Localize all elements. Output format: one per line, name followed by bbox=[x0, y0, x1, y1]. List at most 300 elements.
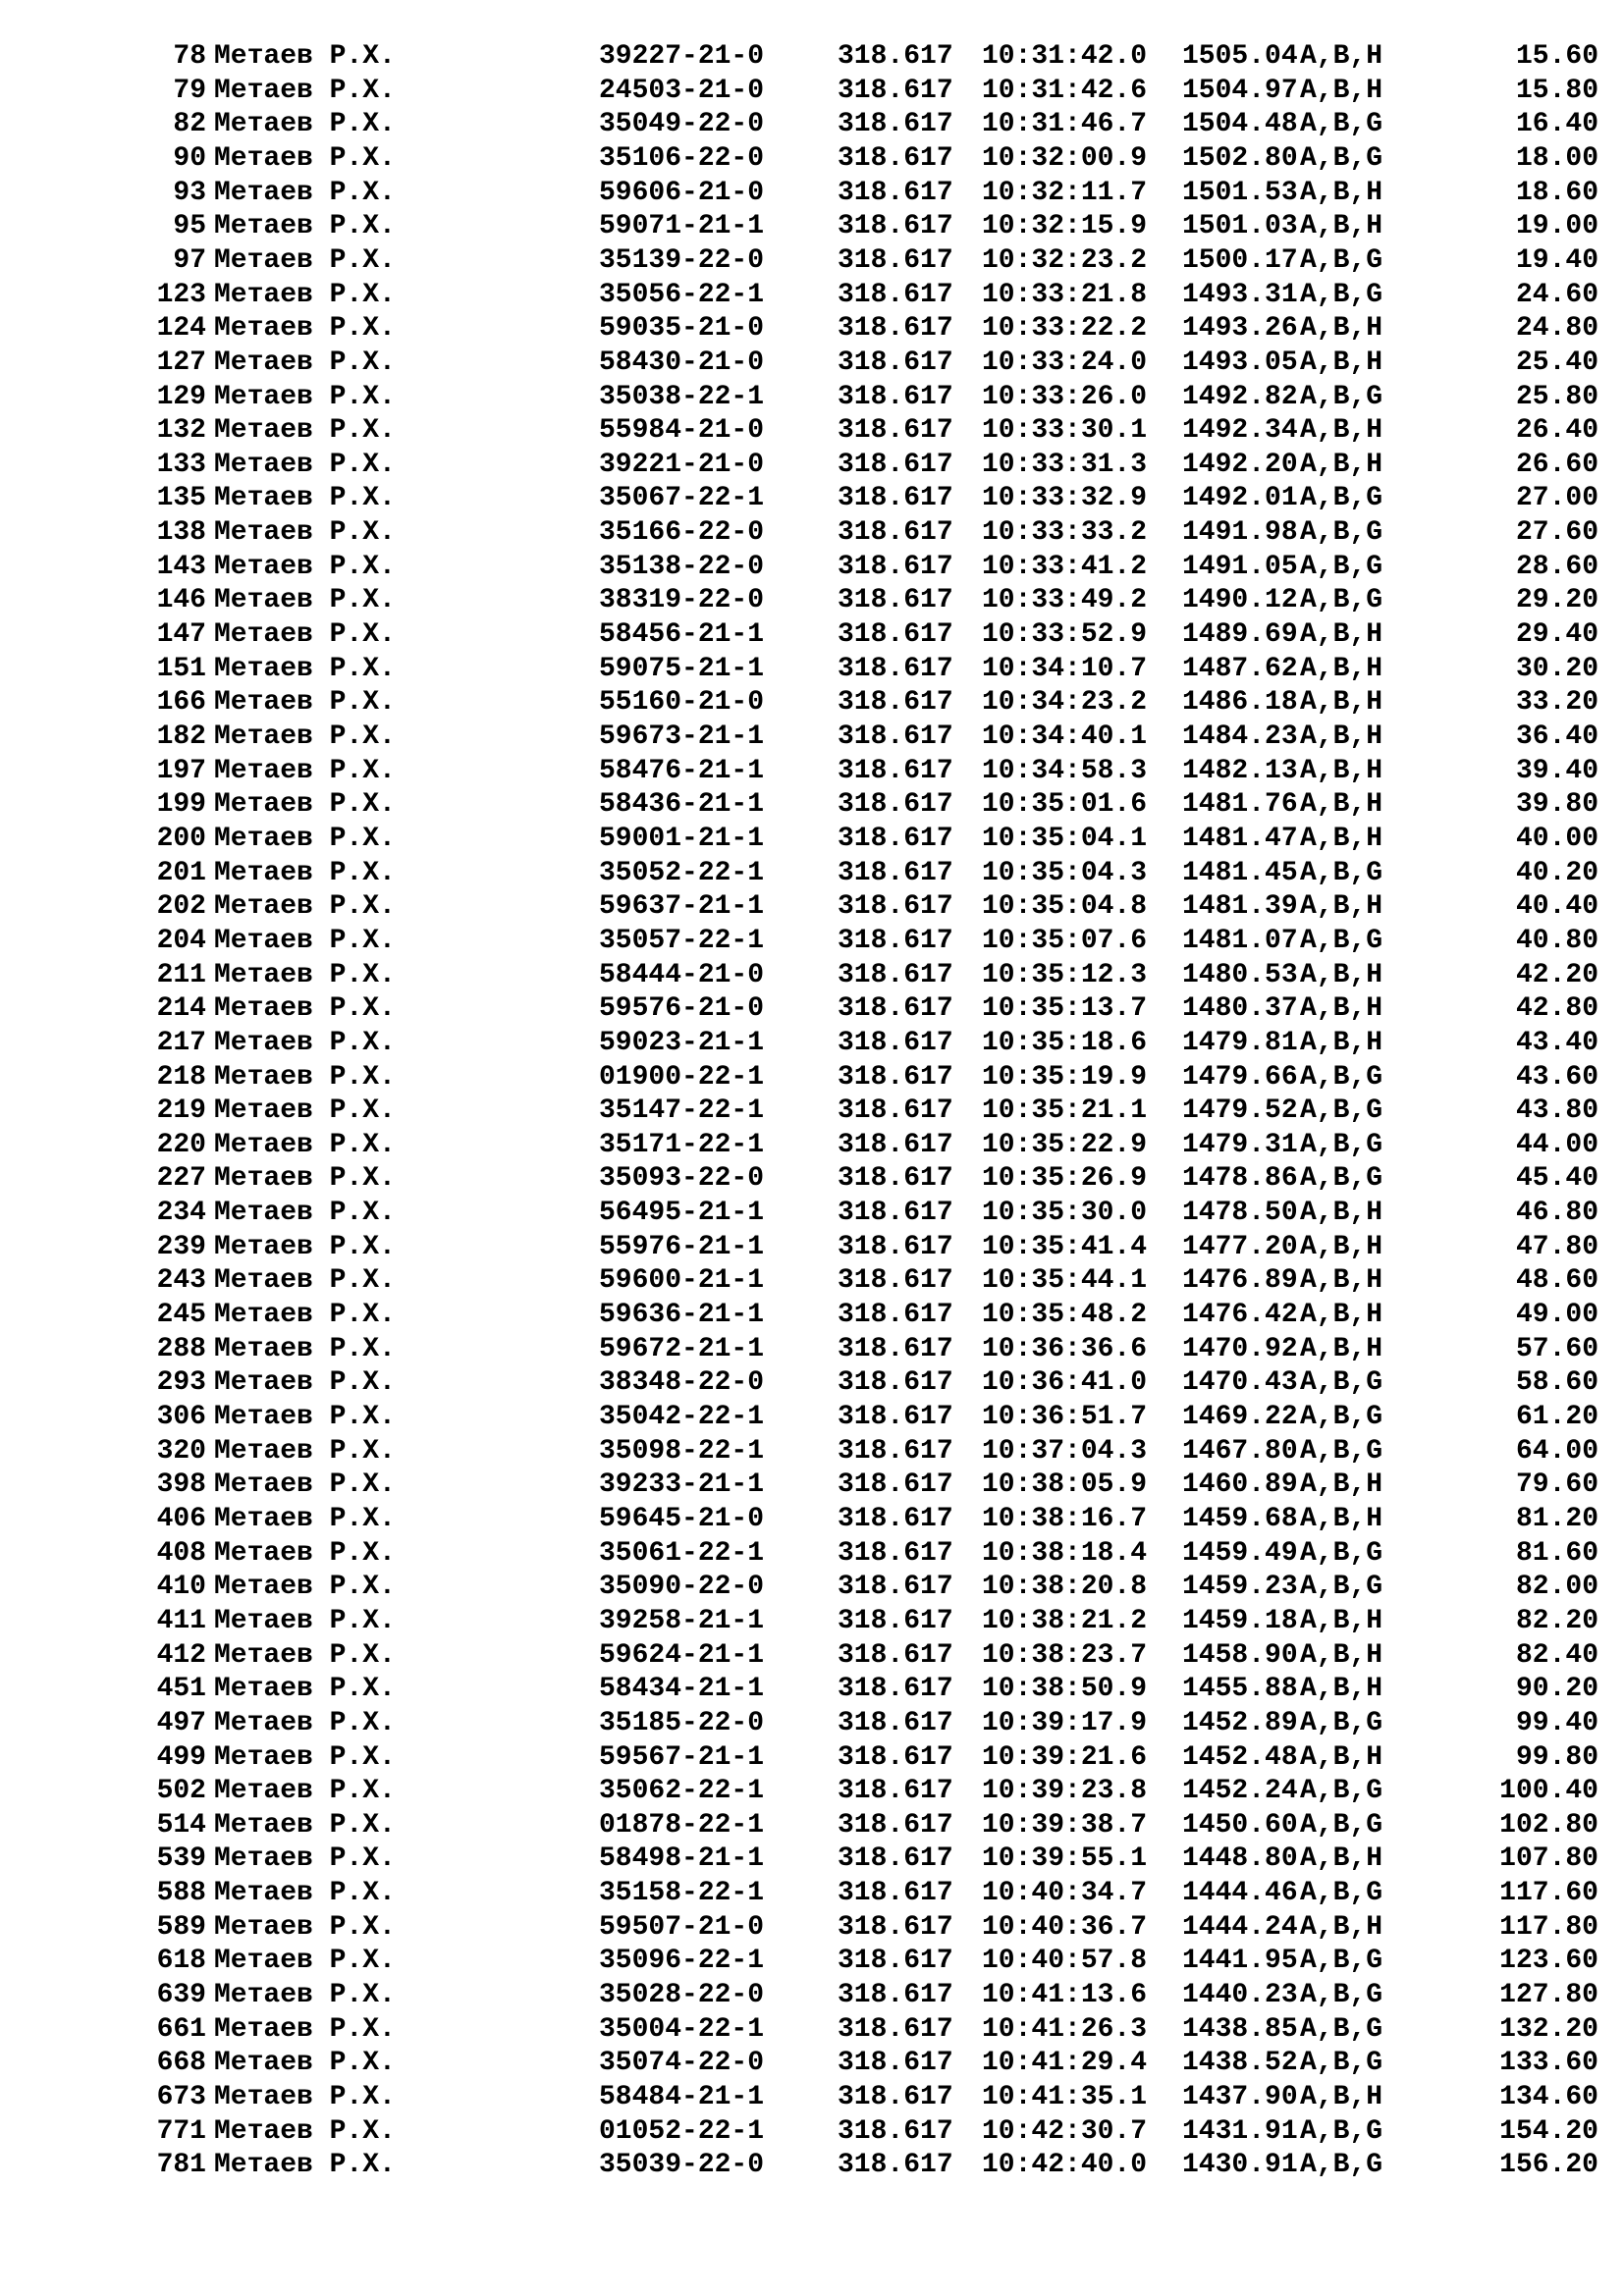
ring-number-cell: 35093-22-0 bbox=[599, 1163, 765, 1195]
distance-cell: 318.617 bbox=[838, 585, 953, 616]
table-row bbox=[0, 653, 1624, 687]
table-row bbox=[0, 2115, 1624, 2150]
speed-cell: 1440.23 bbox=[1182, 1980, 1298, 2011]
group-cell: A,B,G bbox=[1300, 1707, 1383, 1738]
ring-number-cell: 24503-21-0 bbox=[599, 75, 765, 106]
arrival-time-cell: 10:33:41.2 bbox=[982, 551, 1148, 582]
arrival-time-cell: 10:35:21.1 bbox=[982, 1095, 1148, 1127]
speed-cell: 1481.07 bbox=[1182, 925, 1298, 956]
distance-cell: 318.617 bbox=[838, 1878, 953, 1909]
group-cell: A,B,G bbox=[1300, 1129, 1383, 1160]
group-cell: A,B,H bbox=[1300, 449, 1383, 480]
place-cell: 217 bbox=[156, 1027, 206, 1058]
group-cell: A,B,H bbox=[1300, 891, 1383, 923]
place-cell: 95 bbox=[173, 211, 206, 242]
table-row bbox=[0, 1197, 1624, 1231]
speed-cell: 1492.82 bbox=[1182, 381, 1298, 412]
fancier-name-cell: Метаев Р.Х. bbox=[214, 1333, 396, 1364]
arrival-time-cell: 10:35:19.9 bbox=[982, 1061, 1148, 1093]
table-row bbox=[0, 2081, 1624, 2115]
arrival-time-cell: 10:37:04.3 bbox=[982, 1435, 1148, 1467]
place-cell: 668 bbox=[156, 2048, 206, 2079]
coefficient-cell: 15.80 bbox=[1515, 75, 1598, 106]
coefficient-cell: 40.00 bbox=[1515, 823, 1598, 854]
coefficient-cell: 33.20 bbox=[1515, 687, 1598, 719]
place-cell: 412 bbox=[156, 1639, 206, 1671]
ring-number-cell: 59637-21-1 bbox=[599, 891, 765, 923]
fancier-name-cell: Метаев Р.Х. bbox=[214, 142, 396, 174]
fancier-name-cell: Метаев Р.Х. bbox=[214, 1605, 396, 1636]
arrival-time-cell: 10:39:23.8 bbox=[982, 1776, 1148, 1807]
arrival-time-cell: 10:31:46.7 bbox=[982, 109, 1148, 140]
ring-number-cell: 39221-21-0 bbox=[599, 449, 765, 480]
coefficient-cell: 15.60 bbox=[1515, 41, 1598, 72]
coefficient-cell: 102.80 bbox=[1499, 1809, 1598, 1841]
group-cell: A,B,H bbox=[1300, 687, 1383, 719]
arrival-time-cell: 10:35:44.1 bbox=[982, 1265, 1148, 1297]
distance-cell: 318.617 bbox=[838, 1741, 953, 1773]
place-cell: 202 bbox=[156, 891, 206, 923]
coefficient-cell: 43.40 bbox=[1515, 1027, 1598, 1058]
place-cell: 320 bbox=[156, 1435, 206, 1467]
speed-cell: 1479.66 bbox=[1182, 1061, 1298, 1093]
table-row bbox=[0, 551, 1624, 585]
place-cell: 135 bbox=[156, 483, 206, 514]
fancier-name-cell: Метаев Р.Х. bbox=[214, 313, 396, 345]
table-row bbox=[0, 347, 1624, 381]
arrival-time-cell: 10:39:38.7 bbox=[982, 1809, 1148, 1841]
ring-number-cell: 35061-22-1 bbox=[599, 1537, 765, 1569]
table-row bbox=[0, 1673, 1624, 1707]
group-cell: A,B,H bbox=[1300, 993, 1383, 1025]
distance-cell: 318.617 bbox=[838, 1163, 953, 1195]
fancier-name-cell: Метаев Р.Х. bbox=[214, 177, 396, 208]
coefficient-cell: 46.80 bbox=[1515, 1198, 1598, 1229]
fancier-name-cell: Метаев Р.Х. bbox=[214, 75, 396, 106]
distance-cell: 318.617 bbox=[838, 244, 953, 276]
place-cell: 781 bbox=[156, 2150, 206, 2181]
distance-cell: 318.617 bbox=[838, 857, 953, 888]
speed-cell: 1459.18 bbox=[1182, 1605, 1298, 1636]
fancier-name-cell: Метаев Р.Х. bbox=[214, 1537, 396, 1569]
speed-cell: 1448.80 bbox=[1182, 1843, 1298, 1875]
speed-cell: 1479.31 bbox=[1182, 1129, 1298, 1160]
table-row bbox=[0, 721, 1624, 755]
ring-number-cell: 39233-21-1 bbox=[599, 1469, 765, 1501]
distance-cell: 318.617 bbox=[838, 211, 953, 242]
ring-number-cell: 58498-21-1 bbox=[599, 1843, 765, 1875]
table-row bbox=[0, 925, 1624, 959]
distance-cell: 318.617 bbox=[838, 517, 953, 549]
coefficient-cell: 39.40 bbox=[1515, 755, 1598, 786]
place-cell: 497 bbox=[156, 1707, 206, 1738]
coefficient-cell: 133.60 bbox=[1499, 2048, 1598, 2079]
distance-cell: 318.617 bbox=[838, 1911, 953, 1943]
group-cell: A,B,G bbox=[1300, 2013, 1383, 2045]
arrival-time-cell: 10:31:42.0 bbox=[982, 41, 1148, 72]
fancier-name-cell: Метаев Р.Х. bbox=[214, 755, 396, 786]
place-cell: 661 bbox=[156, 2013, 206, 2045]
ring-number-cell: 35028-22-0 bbox=[599, 1980, 765, 2011]
speed-cell: 1493.26 bbox=[1182, 313, 1298, 345]
fancier-name-cell: Метаев Р.Х. bbox=[214, 823, 396, 854]
place-cell: 618 bbox=[156, 1946, 206, 1977]
table-row bbox=[0, 1264, 1624, 1299]
ring-number-cell: 59071-21-1 bbox=[599, 211, 765, 242]
arrival-time-cell: 10:38:18.4 bbox=[982, 1537, 1148, 1569]
coefficient-cell: 117.60 bbox=[1499, 1878, 1598, 1909]
distance-cell: 318.617 bbox=[838, 279, 953, 310]
coefficient-cell: 99.80 bbox=[1515, 1741, 1598, 1773]
distance-cell: 318.617 bbox=[838, 1980, 953, 2011]
speed-cell: 1476.42 bbox=[1182, 1300, 1298, 1331]
ring-number-cell: 35056-22-1 bbox=[599, 279, 765, 310]
distance-cell: 318.617 bbox=[838, 313, 953, 345]
place-cell: 97 bbox=[173, 244, 206, 276]
ring-number-cell: 59567-21-1 bbox=[599, 1741, 765, 1773]
coefficient-cell: 156.20 bbox=[1499, 2150, 1598, 2181]
distance-cell: 318.617 bbox=[838, 1095, 953, 1127]
group-cell: A,B,H bbox=[1300, 41, 1383, 72]
speed-cell: 1492.01 bbox=[1182, 483, 1298, 514]
place-cell: 288 bbox=[156, 1333, 206, 1364]
table-row bbox=[0, 2013, 1624, 2048]
distance-cell: 318.617 bbox=[838, 1674, 953, 1705]
distance-cell: 318.617 bbox=[838, 789, 953, 821]
group-cell: A,B,G bbox=[1300, 857, 1383, 888]
ring-number-cell: 35042-22-1 bbox=[599, 1402, 765, 1432]
distance-cell: 318.617 bbox=[838, 1129, 953, 1160]
ring-number-cell: 58476-21-1 bbox=[599, 755, 765, 786]
fancier-name-cell: Метаев Р.Х. bbox=[214, 211, 396, 242]
table-row bbox=[0, 244, 1624, 279]
place-cell: 234 bbox=[156, 1198, 206, 1229]
fancier-name-cell: Метаев Р.Х. bbox=[214, 1674, 396, 1705]
ring-number-cell: 59673-21-1 bbox=[599, 721, 765, 752]
coefficient-cell: 26.60 bbox=[1515, 449, 1598, 480]
speed-cell: 1467.80 bbox=[1182, 1435, 1298, 1467]
speed-cell: 1455.88 bbox=[1182, 1674, 1298, 1705]
fancier-name-cell: Метаев Р.Х. bbox=[214, 2150, 396, 2181]
ring-number-cell: 55976-21-1 bbox=[599, 1231, 765, 1262]
group-cell: A,B,G bbox=[1300, 1946, 1383, 1977]
fancier-name-cell: Метаев Р.Х. bbox=[214, 993, 396, 1025]
table-row bbox=[0, 1333, 1624, 1367]
place-cell: 589 bbox=[156, 1911, 206, 1943]
group-cell: A,B,H bbox=[1300, 1639, 1383, 1671]
coefficient-cell: 99.40 bbox=[1515, 1707, 1598, 1738]
speed-cell: 1479.81 bbox=[1182, 1027, 1298, 1058]
place-cell: 182 bbox=[156, 721, 206, 752]
group-cell: A,B,H bbox=[1300, 347, 1383, 378]
place-cell: 451 bbox=[156, 1674, 206, 1705]
speed-cell: 1484.23 bbox=[1182, 721, 1298, 752]
ring-number-cell: 01900-22-1 bbox=[599, 1061, 765, 1093]
fancier-name-cell: Метаев Р.Х. bbox=[214, 449, 396, 480]
arrival-time-cell: 10:35:04.8 bbox=[982, 891, 1148, 923]
ring-number-cell: 35147-22-1 bbox=[599, 1095, 765, 1127]
place-cell: 411 bbox=[156, 1605, 206, 1636]
fancier-name-cell: Метаев Р.Х. bbox=[214, 1163, 396, 1195]
table-row bbox=[0, 1639, 1624, 1674]
arrival-time-cell: 10:35:04.3 bbox=[982, 857, 1148, 888]
speed-cell: 1504.48 bbox=[1182, 109, 1298, 140]
table-row bbox=[0, 1061, 1624, 1095]
table-row bbox=[0, 1945, 1624, 1979]
place-cell: 227 bbox=[156, 1163, 206, 1195]
table-row bbox=[0, 1537, 1624, 1572]
coefficient-cell: 16.40 bbox=[1515, 109, 1598, 140]
arrival-time-cell: 10:35:48.2 bbox=[982, 1300, 1148, 1331]
ring-number-cell: 35166-22-0 bbox=[599, 517, 765, 549]
coefficient-cell: 90.20 bbox=[1515, 1674, 1598, 1705]
group-cell: A,B,G bbox=[1300, 1980, 1383, 2011]
table-row bbox=[0, 618, 1624, 653]
table-row bbox=[0, 1741, 1624, 1776]
fancier-name-cell: Метаев Р.Х. bbox=[214, 1129, 396, 1160]
arrival-time-cell: 10:35:41.4 bbox=[982, 1231, 1148, 1262]
coefficient-cell: 64.00 bbox=[1515, 1435, 1598, 1467]
group-cell: A,B,G bbox=[1300, 1367, 1383, 1399]
group-cell: A,B,H bbox=[1300, 1503, 1383, 1534]
ring-number-cell: 59035-21-0 bbox=[599, 313, 765, 345]
table-row bbox=[0, 1809, 1624, 1843]
ring-number-cell: 58484-21-1 bbox=[599, 2082, 765, 2112]
ring-number-cell: 35039-22-0 bbox=[599, 2150, 765, 2181]
distance-cell: 318.617 bbox=[838, 142, 953, 174]
arrival-time-cell: 10:35:30.0 bbox=[982, 1198, 1148, 1229]
group-cell: A,B,H bbox=[1300, 1741, 1383, 1773]
place-cell: 147 bbox=[156, 619, 206, 651]
coefficient-cell: 19.00 bbox=[1515, 211, 1598, 242]
table-row bbox=[0, 1435, 1624, 1469]
arrival-time-cell: 10:36:36.6 bbox=[982, 1333, 1148, 1364]
coefficient-cell: 30.20 bbox=[1515, 653, 1598, 684]
fancier-name-cell: Метаев Р.Х. bbox=[214, 1946, 396, 1977]
place-cell: 138 bbox=[156, 517, 206, 549]
speed-cell: 1450.60 bbox=[1182, 1809, 1298, 1841]
arrival-time-cell: 10:33:22.2 bbox=[982, 313, 1148, 345]
arrival-time-cell: 10:39:55.1 bbox=[982, 1843, 1148, 1875]
place-cell: 197 bbox=[156, 755, 206, 786]
coefficient-cell: 154.20 bbox=[1499, 2115, 1598, 2147]
speed-cell: 1452.89 bbox=[1182, 1707, 1298, 1738]
arrival-time-cell: 10:41:26.3 bbox=[982, 2013, 1148, 2045]
coefficient-cell: 58.60 bbox=[1515, 1367, 1598, 1399]
table-row bbox=[0, 1571, 1624, 1605]
fancier-name-cell: Метаев Р.Х. bbox=[214, 1741, 396, 1773]
group-cell: A,B,G bbox=[1300, 1537, 1383, 1569]
distance-cell: 318.617 bbox=[838, 1435, 953, 1467]
group-cell: A,B,H bbox=[1300, 313, 1383, 345]
place-cell: 211 bbox=[156, 959, 206, 990]
speed-cell: 1489.69 bbox=[1182, 619, 1298, 651]
fancier-name-cell: Метаев Р.Х. bbox=[214, 1639, 396, 1671]
group-cell: A,B,G bbox=[1300, 483, 1383, 514]
coefficient-cell: 27.60 bbox=[1515, 517, 1598, 549]
place-cell: 214 bbox=[156, 993, 206, 1025]
group-cell: A,B,H bbox=[1300, 415, 1383, 447]
distance-cell: 318.617 bbox=[838, 2115, 953, 2147]
speed-cell: 1480.37 bbox=[1182, 993, 1298, 1025]
fancier-name-cell: Метаев Р.Х. bbox=[214, 925, 396, 956]
speed-cell: 1486.18 bbox=[1182, 687, 1298, 719]
table-row bbox=[0, 686, 1624, 721]
distance-cell: 318.617 bbox=[838, 959, 953, 990]
coefficient-cell: 40.40 bbox=[1515, 891, 1598, 923]
speed-cell: 1431.91 bbox=[1182, 2115, 1298, 2147]
speed-cell: 1441.95 bbox=[1182, 1946, 1298, 1977]
distance-cell: 318.617 bbox=[838, 1027, 953, 1058]
ring-number-cell: 59636-21-1 bbox=[599, 1300, 765, 1331]
arrival-time-cell: 10:34:40.1 bbox=[982, 721, 1148, 752]
coefficient-cell: 42.20 bbox=[1515, 959, 1598, 990]
distance-cell: 318.617 bbox=[838, 551, 953, 582]
distance-cell: 318.617 bbox=[838, 75, 953, 106]
coefficient-cell: 82.40 bbox=[1515, 1639, 1598, 1671]
ring-number-cell: 35185-22-0 bbox=[599, 1707, 765, 1738]
distance-cell: 318.617 bbox=[838, 653, 953, 684]
place-cell: 79 bbox=[173, 75, 206, 106]
speed-cell: 1469.22 bbox=[1182, 1402, 1298, 1432]
group-cell: A,B,G bbox=[1300, 2115, 1383, 2147]
ring-number-cell: 38348-22-0 bbox=[599, 1367, 765, 1399]
ring-number-cell: 35062-22-1 bbox=[599, 1776, 765, 1807]
place-cell: 245 bbox=[156, 1300, 206, 1331]
table-row bbox=[0, 414, 1624, 449]
fancier-name-cell: Метаев Р.Х. bbox=[214, 959, 396, 990]
ring-number-cell: 59507-21-0 bbox=[599, 1911, 765, 1943]
ring-number-cell: 58444-21-0 bbox=[599, 959, 765, 990]
table-row bbox=[0, 1027, 1624, 1061]
fancier-name-cell: Метаев Р.Х. bbox=[214, 551, 396, 582]
fancier-name-cell: Метаев Р.Х. bbox=[214, 2082, 396, 2112]
place-cell: 639 bbox=[156, 1980, 206, 2011]
group-cell: A,B,H bbox=[1300, 755, 1383, 786]
distance-cell: 318.617 bbox=[838, 483, 953, 514]
place-cell: 306 bbox=[156, 1402, 206, 1432]
speed-cell: 1481.47 bbox=[1182, 823, 1298, 854]
coefficient-cell: 44.00 bbox=[1515, 1129, 1598, 1160]
group-cell: A,B,G bbox=[1300, 381, 1383, 412]
ring-number-cell: 59624-21-1 bbox=[599, 1639, 765, 1671]
table-row bbox=[0, 1095, 1624, 1129]
coefficient-cell: 79.60 bbox=[1515, 1469, 1598, 1501]
arrival-time-cell: 10:40:34.7 bbox=[982, 1878, 1148, 1909]
place-cell: 243 bbox=[156, 1265, 206, 1297]
group-cell: A,B,G bbox=[1300, 1809, 1383, 1841]
fancier-name-cell: Метаев Р.Х. bbox=[214, 1402, 396, 1432]
ring-number-cell: 35098-22-1 bbox=[599, 1435, 765, 1467]
coefficient-cell: 19.40 bbox=[1515, 244, 1598, 276]
place-cell: 127 bbox=[156, 347, 206, 378]
fancier-name-cell: Метаев Р.Х. bbox=[214, 517, 396, 549]
speed-cell: 1478.50 bbox=[1182, 1198, 1298, 1229]
speed-cell: 1500.17 bbox=[1182, 244, 1298, 276]
table-row bbox=[0, 1299, 1624, 1333]
speed-cell: 1459.49 bbox=[1182, 1537, 1298, 1569]
coefficient-cell: 25.40 bbox=[1515, 347, 1598, 378]
arrival-time-cell: 10:33:21.8 bbox=[982, 279, 1148, 310]
ring-number-cell: 35049-22-0 bbox=[599, 109, 765, 140]
table-row bbox=[0, 1911, 1624, 1946]
arrival-time-cell: 10:33:24.0 bbox=[982, 347, 1148, 378]
distance-cell: 318.617 bbox=[838, 1402, 953, 1432]
place-cell: 398 bbox=[156, 1469, 206, 1501]
distance-cell: 318.617 bbox=[838, 1946, 953, 1977]
fancier-name-cell: Метаев Р.Х. bbox=[214, 1198, 396, 1229]
speed-cell: 1493.05 bbox=[1182, 347, 1298, 378]
table-row bbox=[0, 75, 1624, 109]
group-cell: A,B,H bbox=[1300, 1231, 1383, 1262]
table-row bbox=[0, 890, 1624, 925]
place-cell: 539 bbox=[156, 1843, 206, 1875]
place-cell: 502 bbox=[156, 1776, 206, 1807]
group-cell: A,B,H bbox=[1300, 823, 1383, 854]
speed-cell: 1493.31 bbox=[1182, 279, 1298, 310]
arrival-time-cell: 10:34:58.3 bbox=[982, 755, 1148, 786]
speed-cell: 1459.23 bbox=[1182, 1572, 1298, 1603]
arrival-time-cell: 10:35:12.3 bbox=[982, 959, 1148, 990]
speed-cell: 1460.89 bbox=[1182, 1469, 1298, 1501]
place-cell: 124 bbox=[156, 313, 206, 345]
arrival-time-cell: 10:40:57.8 bbox=[982, 1946, 1148, 1977]
fancier-name-cell: Метаев Р.Х. bbox=[214, 1911, 396, 1943]
table-row bbox=[0, 584, 1624, 618]
distance-cell: 318.617 bbox=[838, 109, 953, 140]
place-cell: 499 bbox=[156, 1741, 206, 1773]
group-cell: A,B,H bbox=[1300, 75, 1383, 106]
place-cell: 771 bbox=[156, 2115, 206, 2147]
fancier-name-cell: Метаев Р.Х. bbox=[214, 2048, 396, 2079]
distance-cell: 318.617 bbox=[838, 1572, 953, 1603]
table-row bbox=[0, 959, 1624, 993]
speed-cell: 1492.20 bbox=[1182, 449, 1298, 480]
table-row bbox=[0, 788, 1624, 823]
coefficient-cell: 39.80 bbox=[1515, 789, 1598, 821]
coefficient-cell: 24.80 bbox=[1515, 313, 1598, 345]
ring-number-cell: 35067-22-1 bbox=[599, 483, 765, 514]
table-row bbox=[0, 1129, 1624, 1163]
coefficient-cell: 43.60 bbox=[1515, 1061, 1598, 1093]
distance-cell: 318.617 bbox=[838, 41, 953, 72]
group-cell: A,B,G bbox=[1300, 1878, 1383, 1909]
speed-cell: 1501.53 bbox=[1182, 177, 1298, 208]
ring-number-cell: 35096-22-1 bbox=[599, 1946, 765, 1977]
distance-cell: 318.617 bbox=[838, 619, 953, 651]
speed-cell: 1444.46 bbox=[1182, 1878, 1298, 1909]
ring-number-cell: 58436-21-1 bbox=[599, 789, 765, 821]
coefficient-cell: 18.60 bbox=[1515, 177, 1598, 208]
distance-cell: 318.617 bbox=[838, 1707, 953, 1738]
distance-cell: 318.617 bbox=[838, 1503, 953, 1534]
distance-cell: 318.617 bbox=[838, 755, 953, 786]
coefficient-cell: 123.60 bbox=[1499, 1946, 1598, 1977]
fancier-name-cell: Метаев Р.Х. bbox=[214, 1061, 396, 1093]
coefficient-cell: 100.40 bbox=[1499, 1776, 1598, 1807]
arrival-time-cell: 10:36:51.7 bbox=[982, 1402, 1148, 1432]
table-row bbox=[0, 1366, 1624, 1401]
arrival-time-cell: 10:33:32.9 bbox=[982, 483, 1148, 514]
table-row bbox=[0, 755, 1624, 789]
coefficient-cell: 43.80 bbox=[1515, 1095, 1598, 1127]
fancier-name-cell: Метаев Р.Х. bbox=[214, 381, 396, 412]
fancier-name-cell: Метаев Р.Х. bbox=[214, 1027, 396, 1058]
speed-cell: 1479.52 bbox=[1182, 1095, 1298, 1127]
group-cell: A,B,G bbox=[1300, 517, 1383, 549]
fancier-name-cell: Метаев Р.Х. bbox=[214, 857, 396, 888]
group-cell: A,B,H bbox=[1300, 721, 1383, 752]
